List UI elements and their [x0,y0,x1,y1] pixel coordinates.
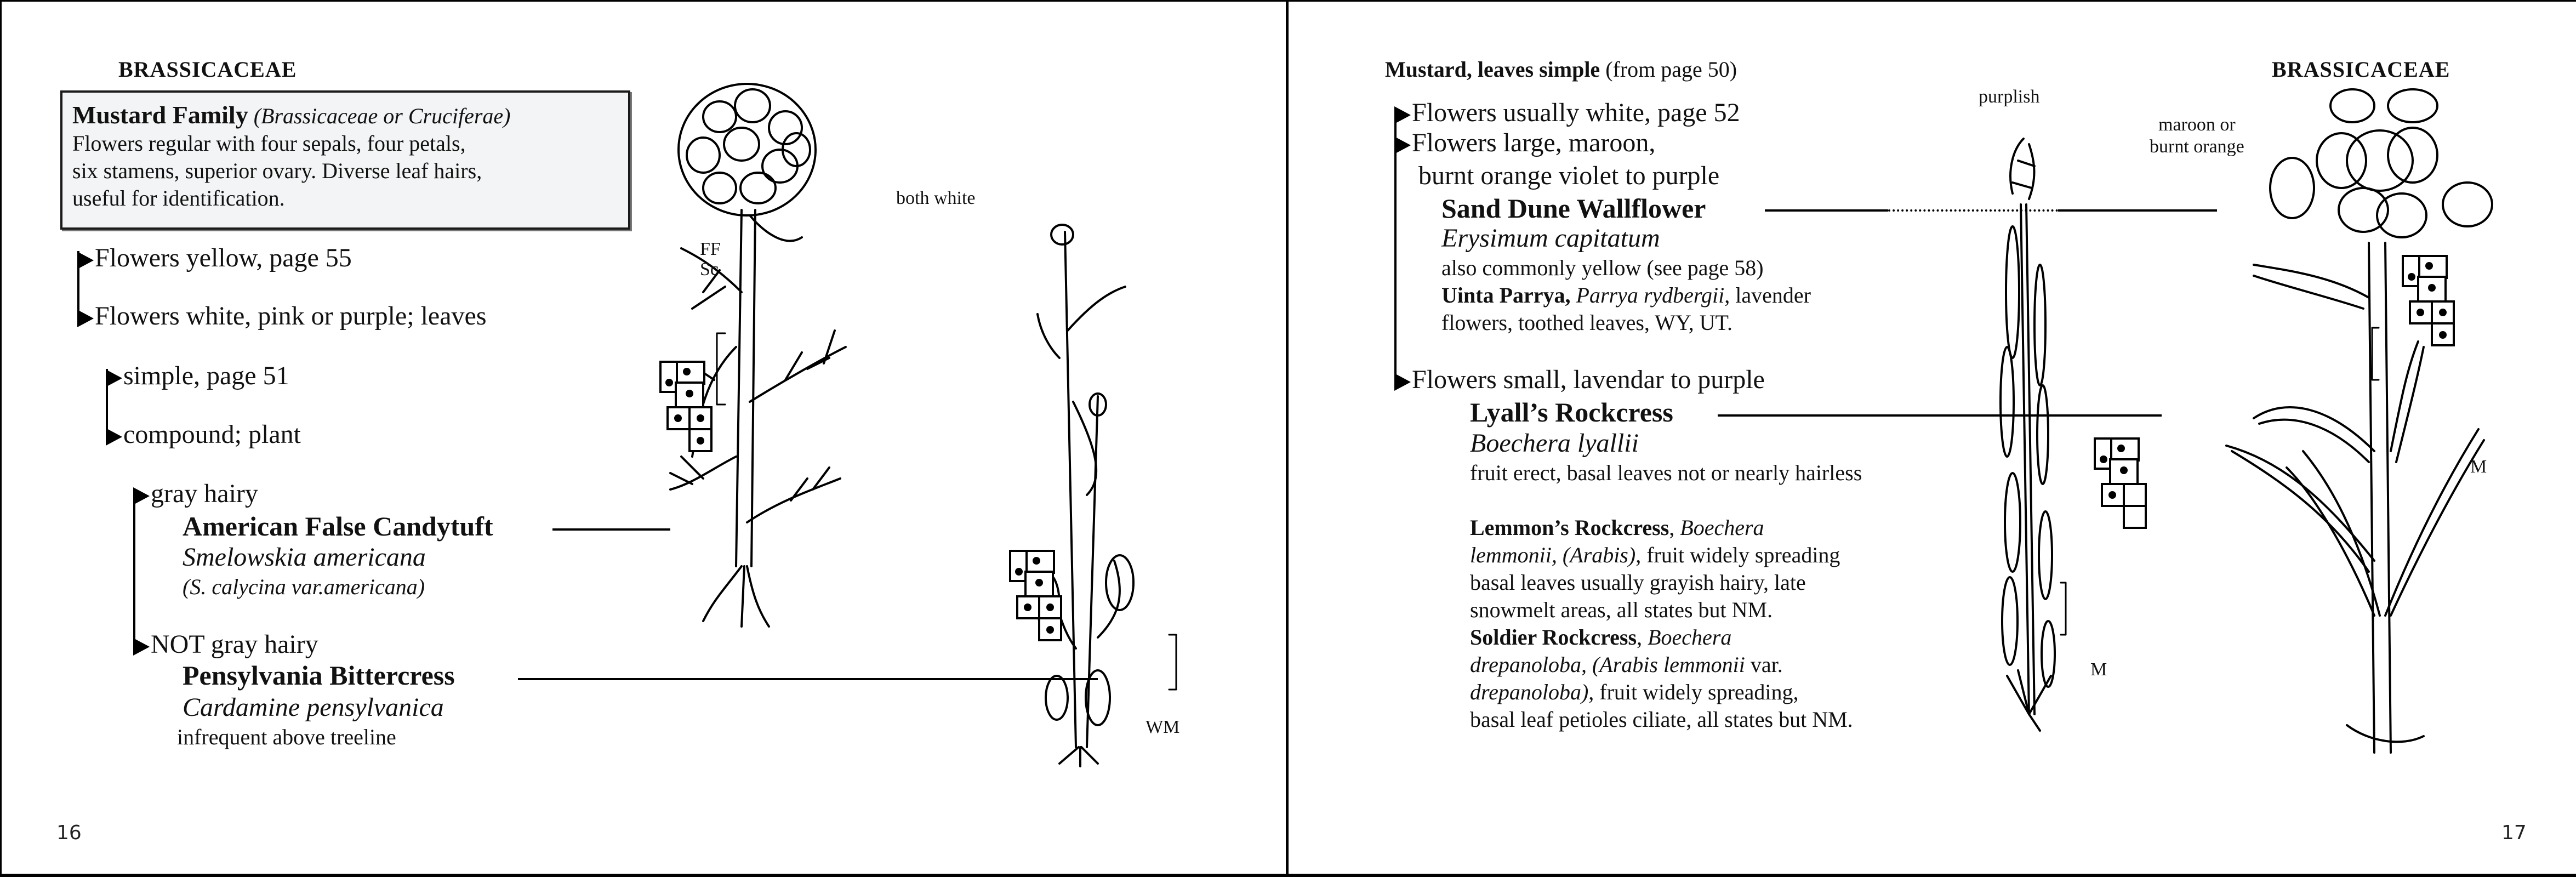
family-title: Mustard Family [72,101,248,129]
key-lead-compound[interactable]: compound; plant [106,419,301,450]
species-synonym: (S. calycina var.americana) [183,574,425,599]
leader-line [1765,209,1888,212]
key-lead-usually-white[interactable]: Flowers usually white, page 52 [1394,98,1740,128]
key-lead-white-pink-purple[interactable]: Flowers white, pink or purple; leaves [77,301,487,332]
arrow-icon [106,428,122,446]
range-map-icon [2094,437,2154,531]
species-entry-uinta-parrya: Uinta Parrya, Parrya rydbergii, lavender [1441,283,1811,307]
color-note: maroon or burnt orange [2150,115,2244,157]
key-lead-gray-hairy[interactable]: gray hairy [133,479,258,509]
key-lead-simple[interactable]: simple, page 51 [106,361,289,391]
key-lead-yellow[interactable]: Flowers yellow, page 55 [77,243,352,274]
range-map-icon [659,361,720,454]
info-line: six stamens, superior ovary. Diverse leaf hairs, [72,158,482,183]
family-header: BRASSICACEAE [118,57,297,82]
arrow-icon [133,487,150,505]
species-name: Sand Dune Wallflower [1441,193,1706,224]
section-title: Mustard, leaves simple (from page 50) [1385,57,1737,82]
range-map-icon [2402,255,2462,348]
family-header: BRASSICACEAE [2272,57,2450,82]
species-note: fruit erect, basal leaves not or nearly hairless [1470,460,1862,485]
species-latin: Cardamine pensylvanica [183,693,444,722]
page-number: 16 [56,822,82,844]
color-note: both white [896,188,976,208]
scale-bar-icon [1166,632,1180,692]
species-latin: Smelowskia americana [183,543,426,572]
arrow-icon [1394,136,1411,154]
species-name: Lyall’s Rockcress [1470,397,1673,428]
region-code: WM [1145,717,1180,737]
species-name: Pensylvania Bittercress [183,660,455,691]
scale-bar-icon [2370,325,2381,385]
arrow-icon [1394,106,1411,124]
color-note: purplish [1979,87,2040,107]
species-latin: Erysimum capitatum [1441,224,1660,253]
habitat-code: FF [700,239,721,259]
species-note: also commonly yellow (see page 58) [1441,255,1764,280]
family-title-latin: (Brassicaceae or Cruciferae) [253,104,511,128]
book-gutter [1286,2,1289,874]
leader-line [552,528,670,531]
region-code: M [2470,457,2487,477]
right-page [1289,2,2576,874]
page-number: 17 [2501,822,2527,844]
left-page [0,2,1287,874]
species-note: infrequent above treeline [177,725,396,749]
species-latin: Boechera lyallii [1470,429,1639,458]
lyalls-rockcress-illustration [1974,128,2084,736]
arrow-icon [106,369,122,387]
species-name: American False Candytuft [183,511,493,542]
arrow-icon [133,638,150,656]
key-lead-large-maroon[interactable]: Flowers large, maroon, [1394,128,1655,158]
key-lead-not-gray-hairy[interactable]: NOT gray hairy [133,629,318,660]
species-entry-soldier-rockcress: Soldier Rockcress, Boechera drepanoloba, (Arabis lemmonii var. drepanoloba), fruit widely spreading, basal leaf petioles ciliate, all states but NM. [1470,625,1853,732]
species-note: flowers, toothed leaves, WY, UT. [1441,310,1732,335]
key-lead-small-lavendar[interactable]: Flowers small, lavendar to purple [1394,365,1765,395]
wallflower-illustration [2221,67,2522,769]
info-line: Flowers regular with four sepals, four petals, [72,131,466,156]
leader-line [1718,414,2162,417]
range-map-icon [1009,550,1069,643]
region-code: M [2090,659,2107,680]
leader-line [518,678,1098,680]
arrow-icon [77,252,94,269]
key-bracket [133,492,135,648]
arrow-icon [1394,373,1411,391]
species-entry-lemmons-rockcress: Lemmon’s Rockcress, Boechera lemmonii, (Arabis), fruit widely spreading basal leaves usually grayish hairy, late snowmelt areas, all states but NM. [1470,515,1840,622]
habitat-code: Sc [700,259,719,280]
arrow-icon [77,310,94,327]
family-info-box [60,90,630,230]
scale-bar-icon [2059,580,2070,640]
key-lead-continuation: burnt orange violet to purple [1418,161,1720,190]
info-line: useful for identification. [72,186,285,210]
